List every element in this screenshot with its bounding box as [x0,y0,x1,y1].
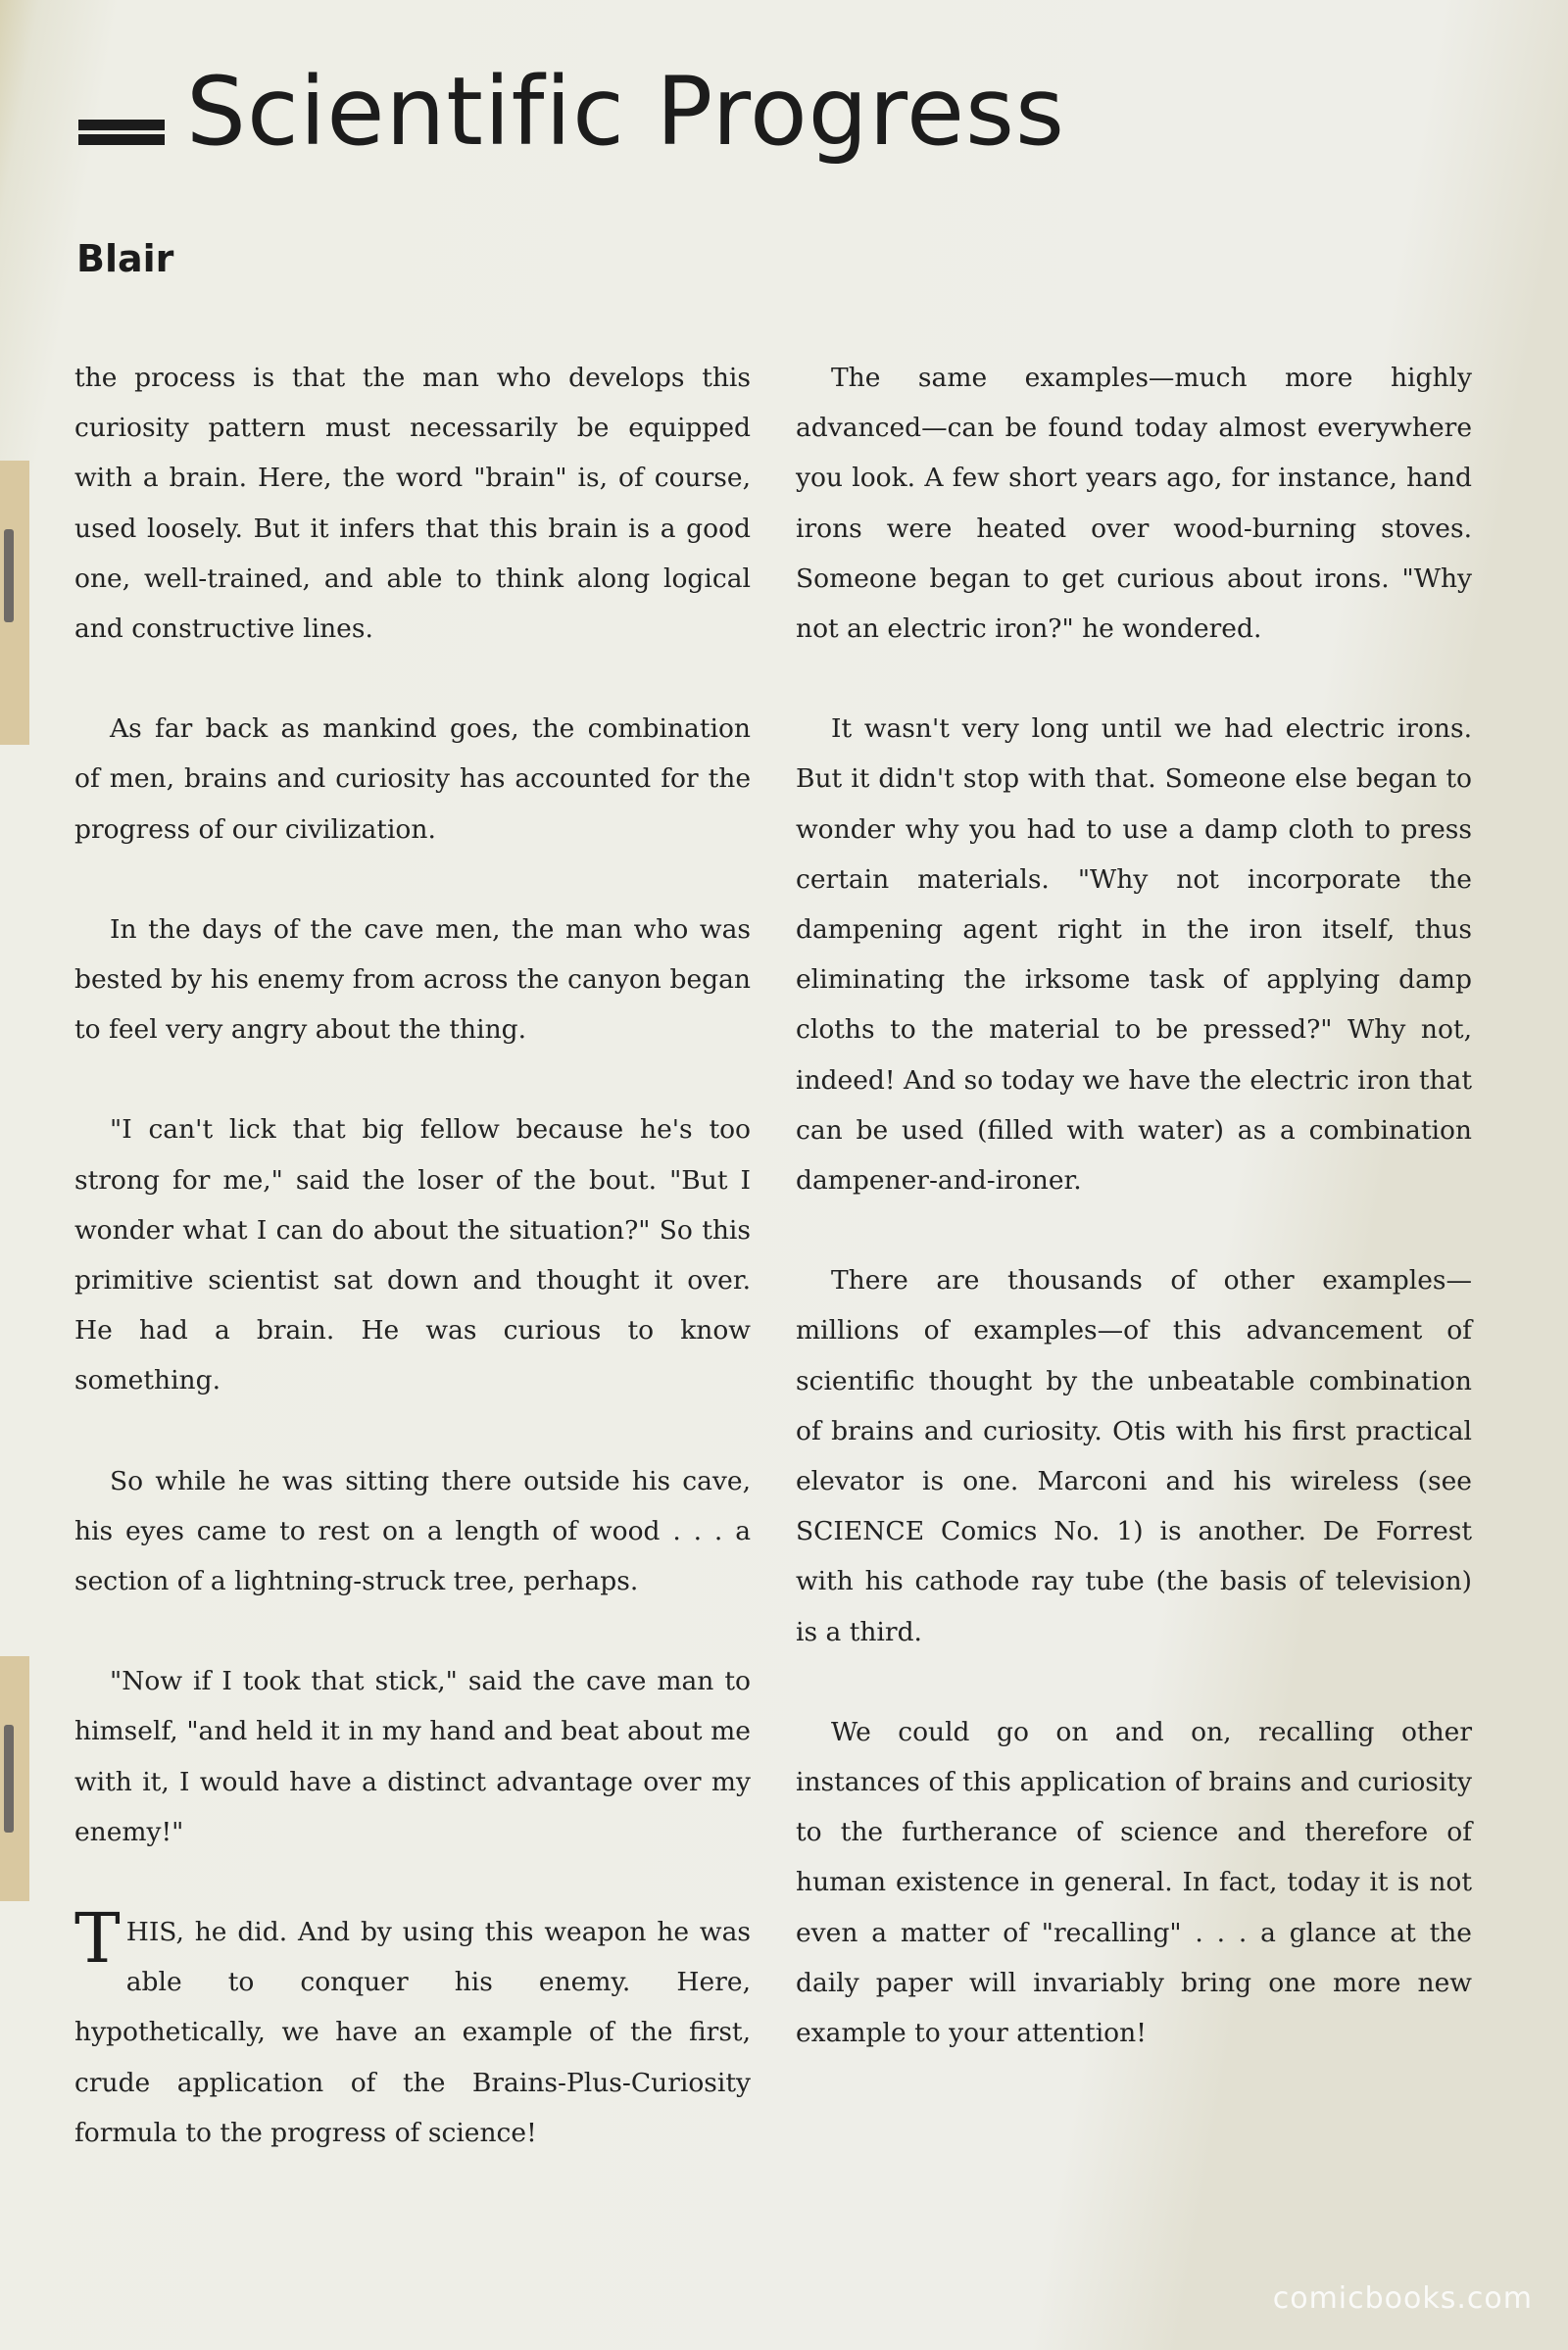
dropcap-paragraph-text: HIS, he did. And by using this weapon he was able to conquer his enemy. Here, hypothetically, we have an example of the first, crude application of the Brains-Plus-Curiosity formula to the progress of science! [74,1917,751,2148]
paragraph: "Now if I took that stick," said the cave man to himself, "and held it in my hand and beat about me with it, I would have a distinct advantage over my enemy!" [74,1666,751,1847]
right-column [796,353,1472,2108]
paragraph: The same examples—much more highly advanced—can be found today almost everywhere you look. A few short years ago, for instance, hand irons were heated over wood-burning stoves. Someone began to get curious about irons. "Why not an electric iron?" he wondered. [796,363,1472,645]
byline: Blair [76,237,174,280]
title-equals-ornament [78,120,165,145]
paragraph: the process is that the man who develops this curiosity pattern must necessarily be equipped with a brain. Here, the word "brain" is, of course, used loosely. But it infers that this brain is a good one, well-trained, and able to think along logical and constructive lines. [74,363,751,645]
staple-bottom [4,1725,14,1833]
dropcap-paragraph [74,1898,751,2158]
paragraph: In the days of the cave men, the man who was bested by his enemy from across the canyon began to feel very angry about the thing. [74,913,751,1046]
paragraph: We could go on and on, recalling other instances of this application of brains and curiosity to the furtherance of science and therefore of human existence in general. In fact, today it is not even a matter of "recalling" . . . a glance at the daily paper will invariably bring one more new example to your attention! [796,1716,1472,2049]
paragraph: "I can't lick that big fellow because he's too strong for me," said the loser of the bout. "But I wonder what I can do about the situation?" So this primitive scientist sat down and thought it over. He had a brain. He was curious to know something. [74,1114,751,1396]
paragraph: It wasn't very long until we had electric irons. But it didn't stop with that. Someone else began to wonder why you had to use a damp cloth to press certain materials. "Why not incorporate the dampening agent right in the iron itself, thus eliminating the irksome task of applying damp cloths to the material to be pressed?" Why not, indeed! And so today we have the electric iron that can be used (filled with water) as a combination dampener-and-ironer. [796,713,1472,1197]
paragraph: So while he was sitting there outside his cave, his eyes came to rest on a length of wood . . . a section of a lightning-struck tree, perhaps. [74,1465,751,1597]
left-column [74,353,751,2208]
paragraph: As far back as mankind goes, the combination of men, brains and curiosity has accounted for the progress of our civilization. [74,713,751,845]
drop-cap: T [74,1898,121,1980]
watermark: comicbooks.com [1272,2281,1533,2316]
staple-top [4,529,14,622]
paragraph: There are thousands of other examples—millions of examples—of this advancement of scientific thought by the unbeatable combination of brains and curiosity. Otis with his first practical elevator is one. Marconi and his wireless (see SCIENCE Comics No. 1) is another. De Forrest with his cathode ray tube (the basis of television) is a third. [796,1265,1472,1647]
page-title: Scientific Progress [186,57,1066,167]
